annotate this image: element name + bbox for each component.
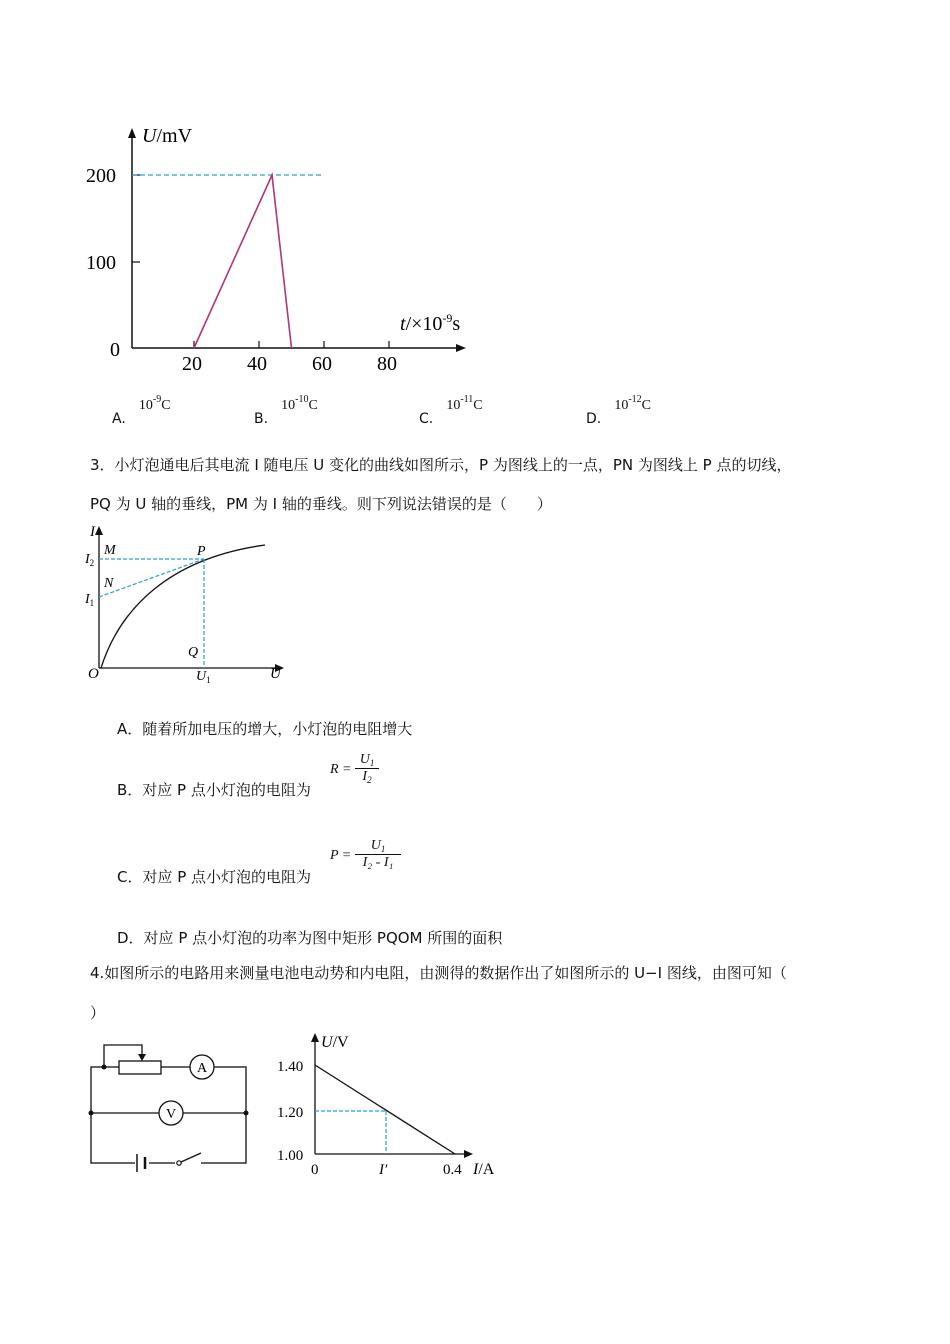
q4-stem-line2: ） [90, 1004, 106, 1022]
x-axis-label: I/A [473, 1161, 495, 1178]
x-tick-label: 80 [377, 353, 397, 375]
option-label: B. [254, 411, 269, 427]
q2-option-c[interactable] [419, 394, 483, 427]
option-value: $10^{-12}C$ [614, 394, 652, 413]
formula-c-fraction: $U_1$ I₂ - I₁ [355, 838, 401, 871]
svg-text:M: M [104, 543, 116, 558]
x-tick-label: 0.4 [443, 1162, 462, 1178]
x-tick-label: 60 [312, 353, 332, 375]
formula-b-lhs: R = [330, 762, 352, 777]
svg-text:P: P [197, 544, 206, 559]
ui-line-chart [275, 1030, 510, 1190]
option-value: $10^{-9}C$ [138, 394, 171, 413]
svg-text:Q: Q [188, 645, 199, 660]
rheostat-slider-arrow [138, 1054, 146, 1061]
q2-option-a[interactable] [112, 394, 171, 427]
q3-option-d[interactable]: D．对应 P 点小灯泡的功率为图中矩形 PQOM 所围的面积 [117, 929, 503, 947]
q2-option-d[interactable] [586, 394, 652, 427]
q3-stem-line2: PQ 为 U 轴的垂线，PM 为 I 轴的垂线。则下列说法错误的是（ ） [90, 495, 552, 513]
svg-text:I: I [90, 524, 95, 540]
voltage-time-chart [80, 120, 480, 380]
option-value: $10^{-11}C$ [446, 394, 483, 413]
option-label: D. [586, 411, 602, 427]
y-tick-label: 1.40 [277, 1059, 304, 1075]
y-tick-label: 0 [110, 339, 120, 361]
x-tick-label: I′ [379, 1162, 388, 1178]
q4-stem-line1: 4.如图所示的电路用来测量电池电动势和内电阻，由测得的数据作出了如图所示的 U−I 图线，由图可知（ [90, 964, 787, 982]
svg-text:A: A [196, 1061, 208, 1076]
svg-text:I1: $I_1$ [85, 592, 95, 608]
x-tick-label: 40 [247, 353, 267, 375]
y-tick-label: 1.20 [277, 1105, 304, 1121]
x-tick-label: 0 [311, 1162, 319, 1178]
option-label: C. [419, 411, 434, 427]
iu-curve-figure [80, 518, 300, 688]
rheostat [119, 1061, 161, 1074]
formula-b-fraction: $U_1$ $I_2$ [355, 752, 379, 785]
q3-stem-line1: 3．小灯泡通电后其电流 I 随电压 U 变化的曲线如图所示，P 为图线上的一点，PN 为图线上 P 点的切线， [90, 456, 792, 474]
y-tick-label: 200 [86, 165, 116, 187]
y-tick-label: 1.00 [277, 1148, 304, 1164]
svg-text:N: N [104, 576, 114, 591]
svg-text:U1: $U_1$ [196, 669, 211, 685]
circuit-diagram [85, 1036, 255, 1176]
ui-series-line [315, 1065, 455, 1154]
option-value: $10^{-10}C$ [281, 394, 318, 413]
switch-contact [177, 1161, 181, 1165]
iu-curve [101, 545, 265, 668]
q3-option-a[interactable]: A．随着所加电压的增大，小灯泡的电阻增大 [117, 720, 413, 738]
x-tick-label: 20 [182, 353, 202, 375]
option-label: A. [112, 411, 126, 427]
q3-option-b[interactable]: B．对应 P 点小灯泡的电阻为 [117, 781, 311, 799]
y-axis-arrow [128, 128, 136, 138]
q2-option-b[interactable] [254, 394, 318, 427]
svg-text:U: U [270, 666, 281, 682]
y-axis-label: U/mV [142, 125, 193, 147]
x-axis-arrow [456, 344, 466, 352]
x-axis-label: $t/\times 10^{-9}s$ [400, 311, 461, 335]
formula-c-lhs: P = [330, 848, 352, 863]
svg-text:O: O [88, 666, 99, 682]
y-axis-label: U/V [321, 1034, 349, 1051]
voltage-series-line [194, 175, 292, 348]
q3-option-c[interactable]: C．对应 P 点小灯泡的电阻为 [117, 868, 312, 886]
svg-text:I2: $I_2$ [85, 552, 95, 568]
y-tick-label: 100 [86, 252, 116, 274]
svg-text:V: V [165, 1107, 177, 1122]
